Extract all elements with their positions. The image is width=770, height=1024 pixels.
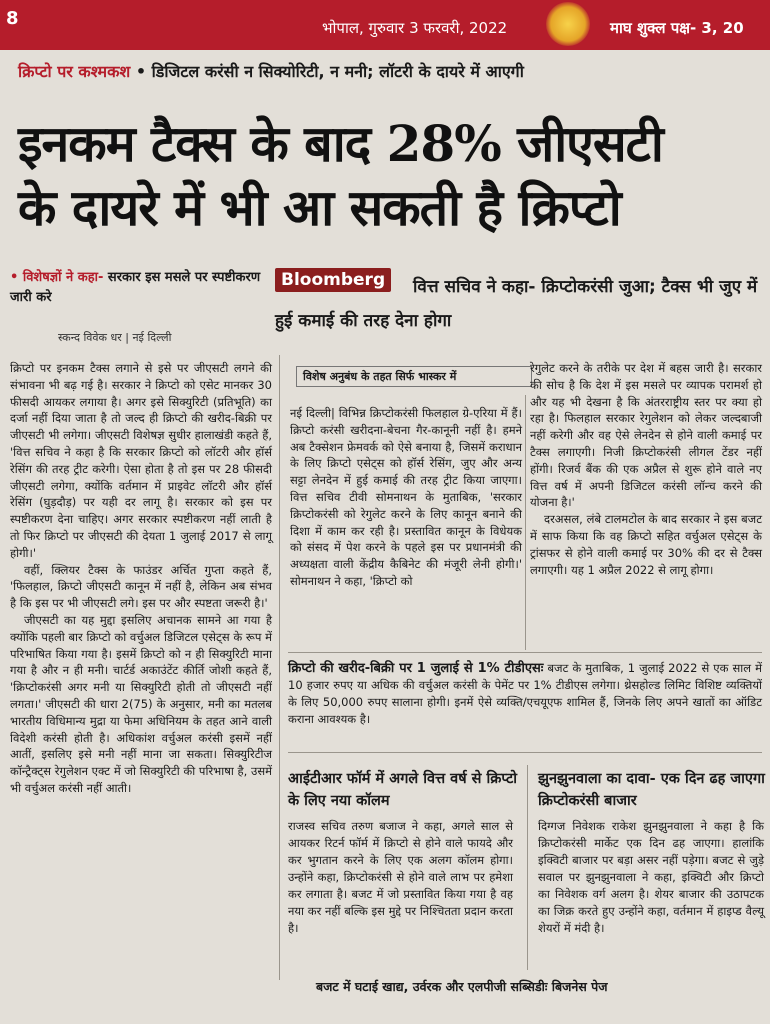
jhunjhunwala-headline: झुनझुनवाला का दावा- एक दिन ढह जाएगा क्रिप्टोकरंसी बाजार	[538, 771, 765, 809]
tds-headline: क्रिप्टो की खरीद-बिक्री पर 1 जुलाई से 1% टीडीएसः	[288, 661, 544, 676]
col1-para-2: वहीं, क्लियर टैक्स के फाउंडर अर्चित गुप्ता कहते हैं, 'फिलहाल, क्रिप्टो जीएसटी कानून में नहीं है, लेकिन अब संभव है कि इस पर भी जीएसटी लगे। इस पर और स्पष्टता जरूरी है।'	[10, 562, 272, 611]
kicker-label: क्रिप्टो पर कश्मकश	[18, 62, 131, 81]
jhunjhunwala-story	[538, 818, 764, 937]
itr-story	[288, 818, 513, 937]
col1-para-3: जीएसटी का यह मुद्दा इसलिए अचानक सामने आ गया है क्योंकि पहली बार क्रिप्टो को वर्चुअल डिजिटल एसेट्स के रूप में परिभाषित किया गया है। इसमें क्रिप्टो को न ही सिक्युरिटी माना गया है और न ही मनी। चार्टर्ड अकाउंटेंट कीर्ति जोशी कहते हैं, 'क्रिप्टोकरंसी अगर मनी या सिक्युरिटी होती तो जीएसटी नहीं लगता।' जीएसटी की धारा 2(75) के अनुसार, मनी का मतलब भारतीय विधिमान्य मुद्रा या फेमा अधिनियम के तहत आने वाली विदेशी करंसी होती है। अधिकांश वर्चुअल करंसी इसमें नहीं आतीं, इसलिए इसे मनी नहीं माना जा सकता। सिक्युरिटीज कॉन्ट्रैक्ट्स रेगुलेशन एक्ट में जो सिक्युरिटी की परिभाषा है, उसमें भी वर्चुअल करंसी नहीं आती।	[10, 612, 272, 795]
side-deck-text: सरकार इस मसले पर स्पष्टीकरण जारी करे	[10, 270, 261, 305]
itr-text: राजस्व सचिव तरुण बजाज ने कहा, अगले साल से आयकर रिटर्न फॉर्म में क्रिप्टो से होने वाले फायदे और कर भुगतान करने के लिए एक अलग कॉलम होगा। उन्होंने कहा, क्रिप्टोकरंसी से होने वाले लाभ पर हमेशा कर लगाता है। बजट में जो प्रस्तावित किया गया है वह नया कर नहीं बल्कि इस मुद्दे पर निश्चितता प्रदान करता है।	[288, 819, 513, 935]
rule	[288, 752, 762, 753]
masthead-bar	[0, 0, 770, 50]
kicker	[18, 60, 524, 82]
itr-headline: आईटीआर फॉर्म में अगले वित्त वर्ष से क्रिप्टो के लिए नया कॉलम	[288, 771, 518, 809]
column-3	[530, 360, 762, 578]
jhun-text: दिग्गज निवेशक राकेश झुनझुनवाला ने कहा है कि क्रिप्टोकरंसी मार्केट एक दिन ढह जाएगा। हालांकि इक्विटी बाजार पर बड़ा असर नहीं पड़ेगा। बजट से जुड़े सवाल पर झुनझुनवाला ने कहा, इक्विटी और क्रिप्टो का निवेशक वर्ग अलग है। शेयर बाजार की उठापटक का जिक्र करते हुए उन्होंने कहा, वर्तमान में हाइप्ड वैल्यू शेयरों में मंदी है।	[538, 819, 764, 935]
col3-para-2: दरअसल, लंबे टालमटोल के बाद सरकार ने इस बजट में साफ किया कि वह क्रिप्टो सहित वर्चुअल एसेट्स के ट्रांसफर से होने वाली कमाई पर 30% की दर से टैक्स लगाएगी। यह 1 अप्रैल 2022 से लागू होगा।	[530, 512, 762, 577]
headline-line-2: के दायरे में भी आ सकती है क्रिप्टो	[18, 178, 621, 237]
bloomberg-deck	[275, 270, 760, 338]
headline-line-1: इनकम टैक्स के बाद 28% जीएसटी	[18, 114, 663, 173]
bloomberg-deck-text: वित्त सचिव ने कहा- क्रिप्टोकरंसी जुआ; टैक्स भी जुए में हुई कमाई की तरह देना होगा	[275, 277, 758, 331]
main-headline	[18, 112, 758, 240]
tithi: माघ शुक्ल पक्ष- 3, 20	[610, 19, 744, 37]
tds-story	[288, 660, 762, 728]
byline: स्कन्द विवेक धर | नई दिल्ली	[58, 331, 172, 344]
column-divider	[527, 765, 528, 970]
column-1	[10, 360, 272, 797]
sun-logo-icon	[546, 2, 590, 46]
column-divider	[279, 355, 280, 980]
tds-text: बजट के मुताबिक, 1 जुलाई 2022 से एक साल में 10 हजार रुपए या अधिक की वर्चुअल करंसी के पेमेंट पर 1% टीडीएस लगेगा। थ्रेसहोल्ड लिमिट विशिष्ट व्यक्तियों के लिए 50,000 रुपए सालाना होगी। इनमें ऐसे व्यक्ति/एचयूएफ शामिल हैं, जिनके लिए अपने खातों का ऑडिट कराना आवश्यक है।	[288, 661, 762, 726]
dateline: भोपाल, गुरुवार 3 फरवरी, 2022	[322, 19, 508, 37]
col3-para-1: रेगुलेट करने के तरीके पर देश में बहस जारी है। सरकार की सोच है कि देश में इस मसले पर व्यापक परामर्श हो और यह भी देखना है कि अंतरराष्ट्रीय स्तर पर क्या हो रहा है। फिलहाल सरकार रेगुलेशन को लेकर जल्दबाजी नहीं करेगी और वह ऐसे लेनदेन से होने वाली कमाई पर टैक्स लगाएगी। निजी क्रिप्टोकरंसी लीगल टेंडर नहीं होंगी। रिजर्व बैंक की एक अप्रैल से शुरू होने वाले नए वित्त वर्ष में अपनी डिजिटल करंसी लॉन्च करने की योजना है।'	[530, 361, 762, 510]
exclusive-box: विशेष अनुबंध के तहत सिर्फ भास्कर में	[296, 366, 532, 387]
side-deck	[10, 268, 265, 308]
side-deck-label: • विशेषज्ञों ने कहा-	[10, 270, 104, 285]
column-divider	[525, 395, 526, 650]
col2-para: नई दिल्ली| विभिन्न क्रिप्टोकरंसी फिलहाल ग्रे-एरिया में हैं। क्रिप्टो करंसी खरीदना-बेचना गैर-कानूनी नहीं है। हमने अब टैक्सेशन फ्रेमवर्क को ऐसे बनाया है, जिसमें कराधान के लिए क्रिप्टो एसेट्स को हॉर्स रेसिंग, जुए और अन्य सट्टा लेनदेन में हुई कमाई की तरह ट्रीट किया जाएगा। वित्त सचिव टीवी सोमनाथन के मुताबिक, 'सरकार क्रिप्टोकरंसी को रेगुलेट करने के लिए कानून बनाने की दिशा में काम कर रही है। प्रस्तावित कानून के विधेयक को संसद में पेश करने के पहले इस पर प्रधानमंत्री की अध्यक्षता वाली केंद्रीय कैबिनेट की मंजूरी लेनी होगी।' सोमनाथन ने कहा, 'क्रिप्टो को	[290, 406, 522, 588]
column-2	[290, 405, 522, 590]
rule	[288, 652, 762, 653]
col1-para-1: क्रिप्टो पर इनकम टैक्स लगाने से इसे पर जीएसटी लगने की संभावना भी बढ़ गई है। सरकार ने क्रिप्टो को एसेट मानकर 30 फीसदी आयकर लगाया है। अगर इसे सिक्युरिटी (प्रतिभूति) का दर्जा नहीं दिया जाता है तो जल्द ही क्रिप्टो की खरीद-बिक्री पर जीएसटी भी लगेगा। जीएसटी विशेषज्ञ सुधीर हालाखंडी कहते हैं, 'वित्त सचिव ने कहा है कि सरकार क्रिप्टो को लॉटरी और हॉर्स रेसिंग की तरह ट्रीट करेगी। ऐसा होता है तो इस पर 28 फीसदी जीएसटी लगेगा, क्योंकि वर्तमान में प्राइवेट लॉटरी और हॉर्स रेसिंग (घुड़दौड़) पर यही दर लागू है। सरकार को इस पर स्पष्टीकरण देना चाहिए। अगर सरकार स्पष्टीकरण नहीं लाती है तो फिर क्रिप्टो पर जीएसटी की देयता 1 जुलाई 2017 से लागू होगी।'	[10, 361, 272, 560]
footer-teaser: बजट में घटाई खाद्य, उर्वरक और एलपीजी सब्सिडीः बिजनेस पेज	[316, 979, 608, 994]
page-number: 8	[6, 8, 19, 29]
bloomberg-badge: Bloomberg	[275, 268, 391, 292]
kicker-text: • डिजिटल करंसी न सिक्योरिटी, न मनी; लॉटरी के दायरे में आएगी	[135, 62, 524, 81]
